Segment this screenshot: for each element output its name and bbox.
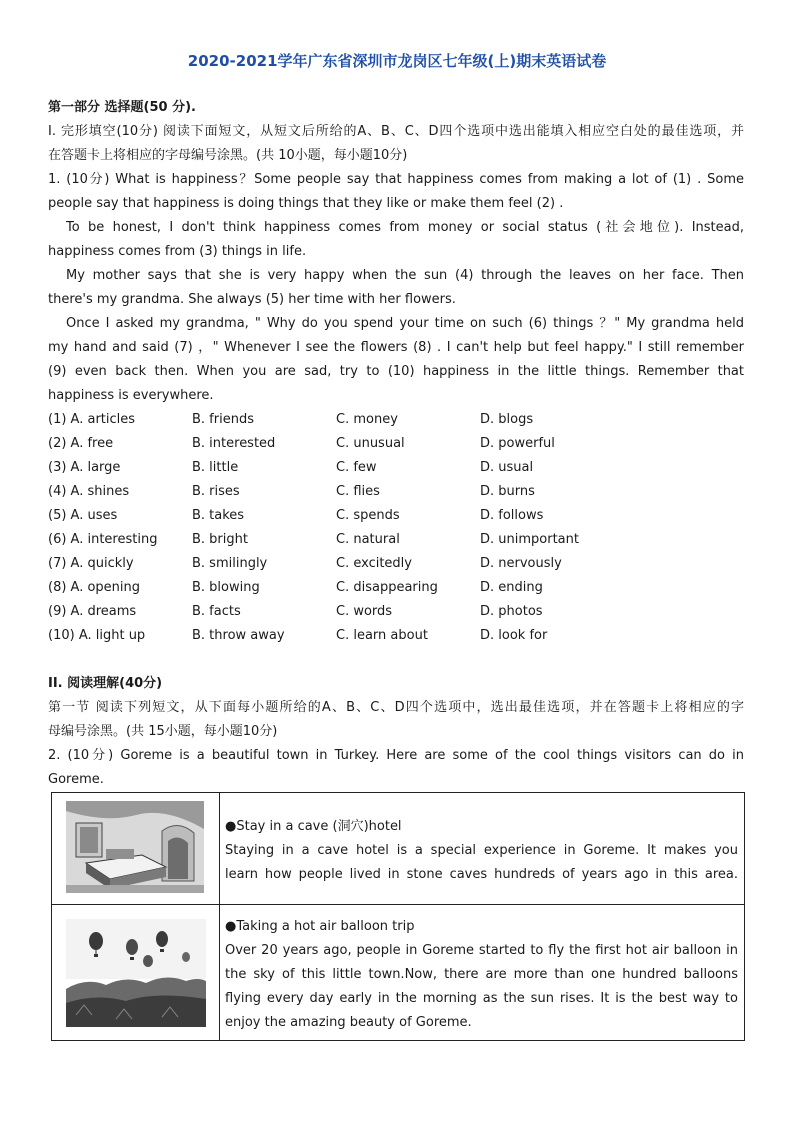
option-b: B. smilingly <box>192 556 268 571</box>
page-title: 2020-2021学年广东省深圳市龙岗区七年级(上)期末英语试卷 <box>187 52 607 70</box>
option-d: D. powerful <box>480 436 555 451</box>
option-c: C. natural <box>336 532 400 547</box>
option-c: C. learn about <box>336 628 428 643</box>
part2-instruction-line1: 第一节 阅读下列短文，从下面每小题所给的A、B、C、D四个选项中，选出最佳选项，并在答题卡上将相应的字 <box>48 700 744 715</box>
option-a: (8) A. opening <box>48 580 141 595</box>
passage-line: 1. (10分) What is happiness？Some people say that happiness comes from making a lot of (1) . Some <box>48 172 744 187</box>
option-a: (10) A. light up <box>48 628 146 643</box>
passage-line: happiness is everywhere. <box>48 388 214 403</box>
part1-heading: 第一部分 选择题(50 分). <box>48 100 196 115</box>
option-d: D. ending <box>480 580 543 595</box>
cave-hotel-text-line: learn how people lived in stone caves hundreds of years ago in this area. <box>225 867 738 882</box>
option-b: B. blowing <box>192 580 260 595</box>
option-d: D. nervously <box>480 556 562 571</box>
passage-line: there's my grandma. She always (5) her time with her flowers. <box>48 292 456 307</box>
passage-line: people say that happiness is doing things that they like or make them feel (2) . <box>48 196 564 211</box>
passage-line: happiness comes from (3) things in life. <box>48 244 307 259</box>
option-d: D. blogs <box>480 412 534 427</box>
table-row <box>52 905 745 1041</box>
balloon-text-line: enjoy the amazing beauty of Goreme. <box>225 1015 472 1030</box>
option-b: B. rises <box>192 484 240 499</box>
question2-line2: Goreme. <box>48 772 104 787</box>
option-c: C. spends <box>336 508 400 523</box>
option-b: B. bright <box>192 532 248 547</box>
hot-air-balloon-image <box>66 919 206 1027</box>
option-b: B. friends <box>192 412 254 427</box>
section1-instruction-line1: I. 完形填空(10分) 阅读下面短文，从短文后所给的A、B、C、D四个选项中选出能填入相应空白处的最佳选项，并 <box>48 124 744 139</box>
option-b: B. little <box>192 460 239 475</box>
option-d: D. look for <box>480 628 548 643</box>
balloon-text-line: flying every day early in the morning as the sun rises. It is the best way to <box>225 991 738 1006</box>
option-c: C. disappearing <box>336 580 438 595</box>
option-a: (5) A. uses <box>48 508 118 523</box>
option-d: D. photos <box>480 604 543 619</box>
balloon-heading: ●Taking a hot air balloon trip <box>225 919 415 934</box>
cave-hotel-image <box>66 801 204 893</box>
balloon-text-line: Over 20 years ago, people in Goreme started to fly the first hot air balloon in <box>225 943 738 958</box>
option-a: (7) A. quickly <box>48 556 134 571</box>
cave-hotel-text-line: Staying in a cave hotel is a special experience in Goreme. It makes you <box>225 843 738 858</box>
passage-line: Once I asked my grandma, " Why do you spend your time on such (6) things ？" My grandma held <box>66 316 744 331</box>
option-c: C. money <box>336 412 398 427</box>
option-c: C. words <box>336 604 393 619</box>
option-a: (1) A. articles <box>48 412 136 427</box>
option-a: (3) A. large <box>48 460 121 475</box>
option-d: D. unimportant <box>480 532 579 547</box>
part2-heading: II. 阅读理解(40分) <box>48 676 163 691</box>
option-c: C. unusual <box>336 436 405 451</box>
option-a: (2) A. free <box>48 436 114 451</box>
option-b: B. takes <box>192 508 245 523</box>
option-a: (9) A. dreams <box>48 604 137 619</box>
cave-hotel-heading: ●Stay in a cave (洞穴)hotel <box>225 819 402 834</box>
option-d: D. usual <box>480 460 534 475</box>
option-d: D. burns <box>480 484 535 499</box>
cave-hotel-image-cell <box>52 793 220 905</box>
question2-line1: 2. (10分) Goreme is a beautiful town in Turkey. Here are some of the cool things visitors can do in <box>48 748 744 763</box>
option-b: B. facts <box>192 604 241 619</box>
balloon-text-line: the sky of this little town.Now, there are more than one hundred balloons <box>225 967 738 982</box>
option-d: D. follows <box>480 508 544 523</box>
passage-line: my hand and said (7) ，" Whenever I see the flowers (8) . I can't help but feel happy." I still remember <box>48 340 744 355</box>
option-b: B. interested <box>192 436 276 451</box>
option-c: C. excitedly <box>336 556 412 571</box>
option-b: B. throw away <box>192 628 285 643</box>
passage-line: My mother says that she is very happy when the sun (4) through the leaves on her face. Then <box>66 268 744 283</box>
option-a: (4) A. shines <box>48 484 130 499</box>
option-c: C. few <box>336 460 377 475</box>
option-c: C. flies <box>336 484 380 499</box>
goreme-activities-table <box>51 792 745 1041</box>
part2-instruction-line2: 母编号涂黑。(共 15小题，每小题10分) <box>48 724 278 739</box>
balloon-text-cell <box>220 905 745 1041</box>
passage-line: To be honest, I don't think happiness comes from money or social status (社会地位). Instead, <box>66 220 744 235</box>
table-row <box>52 793 745 905</box>
option-a: (6) A. interesting <box>48 532 158 547</box>
section1-instruction-line2: 在答题卡上将相应的字母编号涂黑。(共 10小题，每小题10分) <box>48 148 408 163</box>
passage-line: (9) even back then. When you are sad, try to (10) happiness in the little things. Remember that <box>48 364 744 379</box>
cave-hotel-text-cell <box>220 793 745 905</box>
balloon-image-cell <box>52 905 220 1041</box>
